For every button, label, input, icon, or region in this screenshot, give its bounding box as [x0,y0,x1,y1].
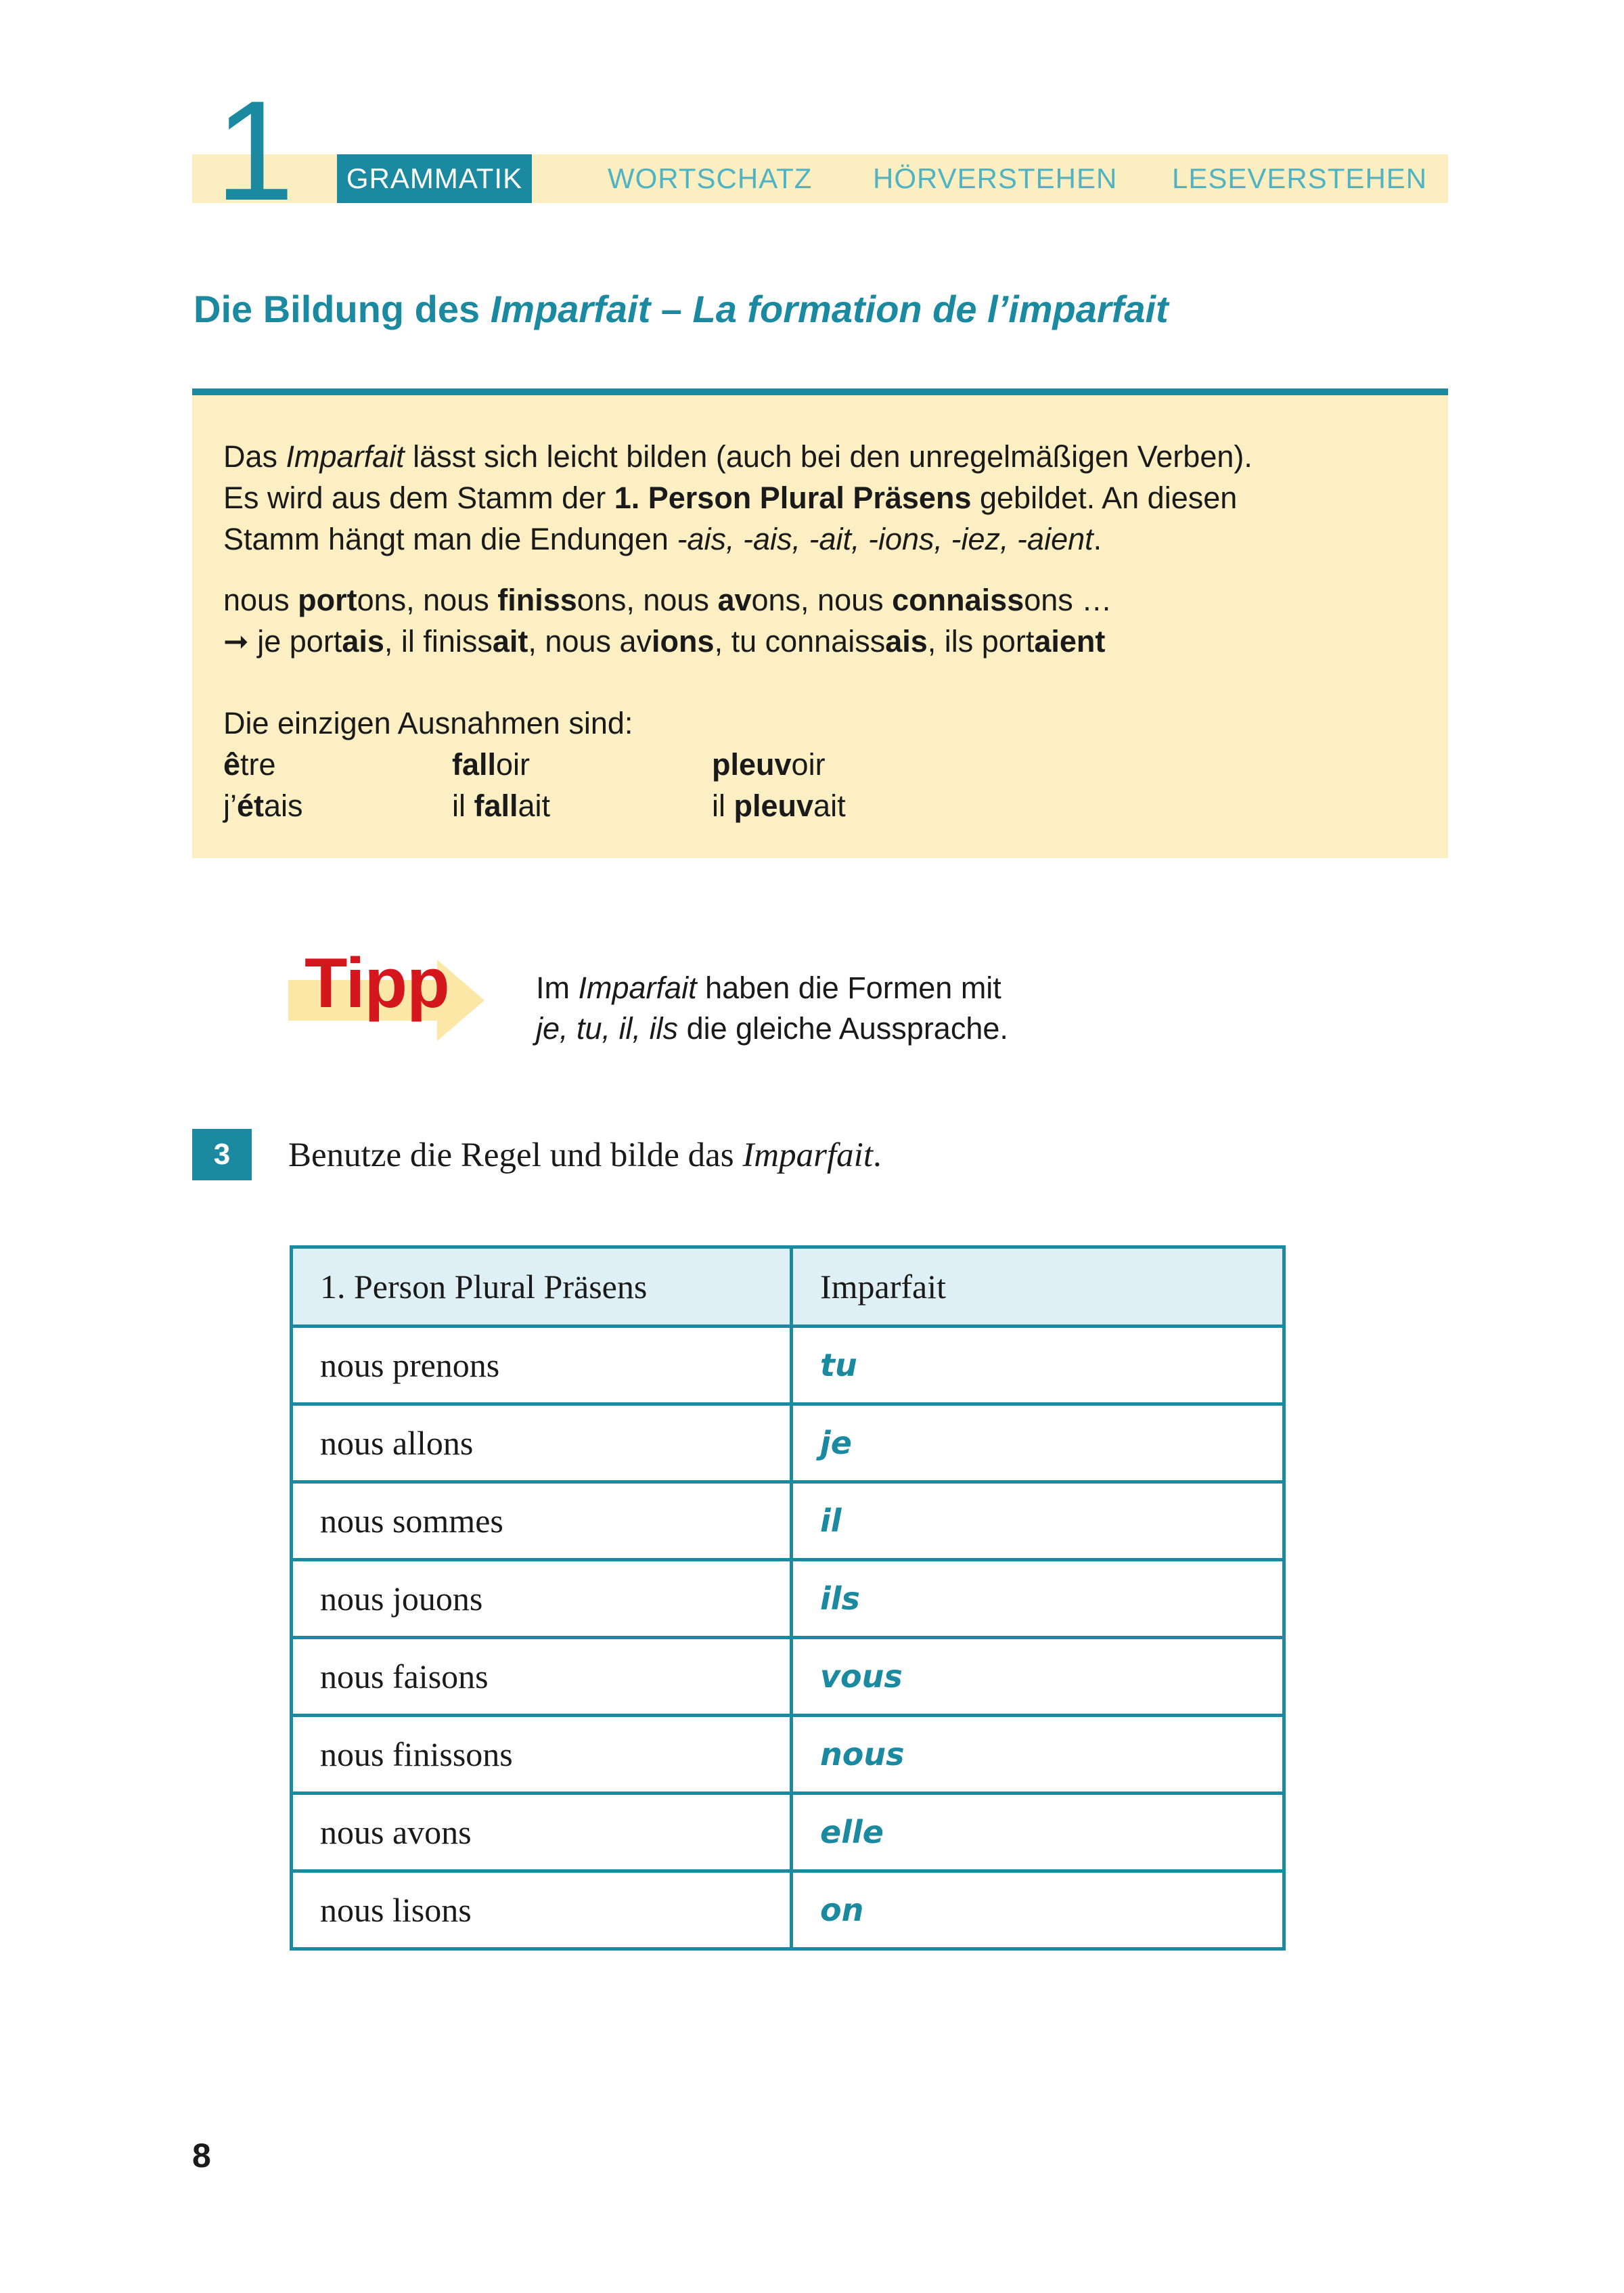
present-form-cell: nous prenons [292,1327,792,1404]
exceptions-intro: Die einzigen Ausnahmen sind: [223,706,633,740]
present-form-cell: nous avons [292,1794,792,1871]
example-text: ons, nous [357,583,498,617]
section-title [194,287,1169,331]
tipp-text: die gleiche Aussprache. [686,1011,1008,1046]
rule-line-3 [223,518,1102,560]
tipp-line-2 [536,1008,1008,1049]
highlighted-stem: connaiss [892,583,1024,617]
instruction-text: . [873,1136,882,1174]
exception-infinitive [452,744,530,785]
exception-ending: ait [813,788,846,823]
tab-grammatik[interactable]: GRAMMATIK [337,154,532,203]
table-row [292,1482,1284,1560]
exception-stem: fall [474,788,518,823]
tipp-text: haben die Formen mit [705,971,1001,1005]
tipp-text: Im [536,971,570,1005]
exception-infinitive [223,744,276,785]
exception-ending: tre [240,747,276,782]
table-row [292,1794,1284,1871]
highlighted-stem: finiss [497,583,577,617]
example-text: , tu connaiss [714,624,886,659]
present-form-cell: nous jouons [292,1560,792,1638]
exception-imparfait-form [452,785,550,826]
highlighted-stem: port [298,583,357,617]
section-title-dash: – [660,288,682,330]
present-form-cell: nous sommes [292,1482,792,1560]
exception-stem: pleuv [734,788,814,823]
imparfait-answer-cell[interactable]: vous [792,1638,1284,1716]
imparfait-answer-cell[interactable]: on [792,1871,1284,1949]
exception-stem: fall [452,747,497,782]
exception-ending: ait [518,788,551,823]
imparfait-answer-cell[interactable]: elle [792,1794,1284,1871]
rule-text: Das [223,439,278,474]
table-row [292,1716,1284,1794]
chapter-number: 1 [215,71,294,230]
example-text: , nous av [528,624,652,659]
exception-stem: pleuv [712,747,792,782]
table-header-row [292,1247,1284,1327]
highlighted-stem: ais [342,624,384,659]
highlighted-stem: ait [492,624,528,659]
example-present-forms [223,579,1112,621]
section-title-de-term: Imparfait [490,288,651,330]
tipp-label: Tipp [304,944,449,1023]
exception-infinitive [712,744,826,785]
example-text: , il finiss [384,624,493,659]
table-row [292,1871,1284,1949]
example-text: ons, nous [577,583,718,617]
rule-text: Stamm hängt man die Endungen [223,522,669,556]
imparfait-answer-cell[interactable]: il [792,1482,1284,1560]
present-form-cell: nous finissons [292,1716,792,1794]
rule-line-1 [223,436,1253,477]
tab-wortschatz[interactable]: WORTSCHATZ [608,162,813,194]
highlighted-stem: aient [1034,624,1106,659]
table-row [292,1327,1284,1404]
highlighted-stem: ions [652,624,715,659]
exercise-instruction [288,1130,882,1180]
exception-imparfait-form [712,785,846,826]
exception-stem: ét [237,788,265,823]
exception-imparfait-form [223,785,303,826]
tab-hoerverstehen[interactable]: HÖRVERSTEHEN [873,162,1118,194]
table-row [292,1638,1284,1716]
page-number: 8 [192,2137,211,2175]
exception-pronoun: il [452,788,474,823]
example-imparfait-forms [223,621,1105,662]
example-text: ons … [1024,583,1112,617]
exception-pronoun: il [712,788,734,823]
result-line [257,624,1105,659]
table-row [292,1560,1284,1638]
column-header-present: 1. Person Plural Präsens [292,1247,792,1327]
exercise-number-badge: 3 [192,1129,252,1180]
section-title-de: Die Bildung des [194,288,480,330]
example-text: nous [223,583,298,617]
example-text: je port [257,624,342,659]
present-form-cell: nous faisons [292,1638,792,1716]
rule-term: Imparfait [286,439,405,474]
exception-stem: ê [223,747,241,782]
exception-ending: oir [496,747,531,782]
rule-endings: -ais, -ais, -ait, -ions, -iez, -aient [677,522,1093,556]
imparfait-answer-cell[interactable]: ils [792,1560,1284,1638]
table-row [292,1404,1284,1482]
instruction-term: Imparfait [742,1136,873,1174]
highlighted-stem: av [717,583,752,617]
exception-ending: ais [264,788,303,823]
tipp-line-1 [536,968,1001,1008]
example-text: ons, nous [751,583,893,617]
rule-text: . [1093,522,1102,556]
column-header-imparfait: Imparfait [792,1247,1284,1327]
highlighted-stem: ais [885,624,928,659]
section-title-fr: La formation de l’imparfait [692,288,1169,330]
example-text: , ils port [927,624,1035,659]
rule-text: Es wird aus dem Stamm der [223,481,606,515]
imparfait-answer-cell[interactable]: je [792,1404,1284,1482]
present-form-cell: nous lisons [292,1871,792,1949]
exercise-table [290,1245,1286,1951]
instruction-text: Benutze die Regel und bilde das [288,1136,734,1174]
present-form-cell: nous allons [292,1404,792,1482]
exercise-table-body [292,1327,1284,1949]
imparfait-answer-cell[interactable]: nous [792,1716,1284,1794]
rule-line-2 [223,477,1237,518]
arrow-right-icon: ➞ [223,624,249,659]
rule-bold-term: 1. Person Plural Präsens [614,481,972,515]
tab-leseverstehen[interactable]: LESEVERSTEHEN [1172,162,1428,194]
tipp-pronouns: je, tu, il, ils [536,1011,679,1046]
tipp-term: Imparfait [578,971,697,1005]
exception-pronoun: j’ [223,788,237,823]
exception-ending: oir [791,747,826,782]
imparfait-answer-cell[interactable]: tu [792,1327,1284,1404]
rule-text: gebildet. An diesen [979,481,1238,515]
rule-text: lässt sich leicht bilden (auch bei den unregelmäßigen Verben). [413,439,1253,474]
